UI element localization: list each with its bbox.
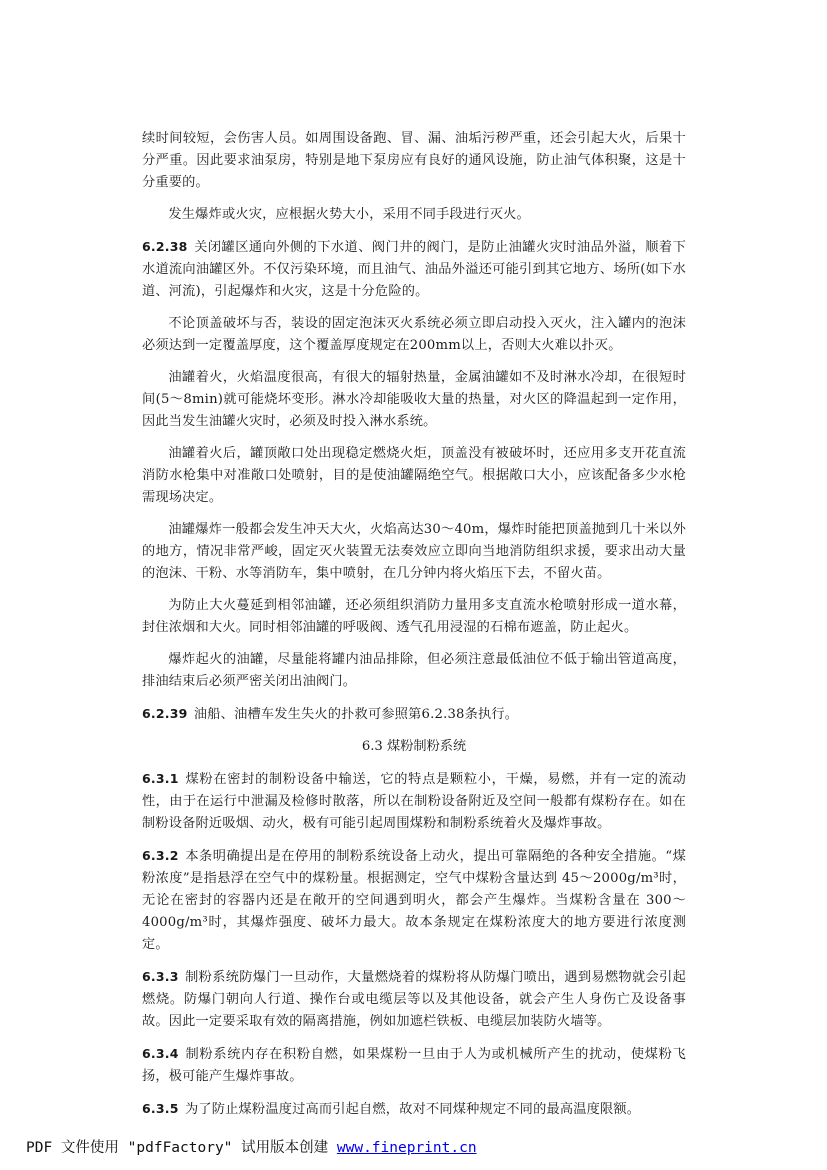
paragraph-text: 发生爆炸或火灾，应根据火势大小，采用不同手段进行灭火。 <box>168 207 530 222</box>
paragraph <box>142 204 686 226</box>
clause-paragraph <box>142 845 686 956</box>
paragraph-text: 油罐着火，火焰温度很高，有很大的辐射热量，金属油罐如不及时淋水冷却，在很短时间(5～8min)就可能烧坏变形。淋水冷却能吸收大量的热量，对火区的降温起到一定作用，因此当发生油罐火灾时，必须及时投入淋水系统。 <box>142 370 686 429</box>
paragraph-text: 油罐爆炸一般都会发生冲天大火，火焰高达30～40m，爆炸时能把顶盖抛到几十米以外的地方，情况非常严峻，固定灭火装置无法奏效应立即向当地消防组织求援，要求出动大量的泡沫、干粉、水等消防车，集中喷射，在几分钟内将火焰压下去，不留火苗。 <box>142 522 686 581</box>
fineprint-link[interactable]: www.fineprint.cn <box>336 1140 477 1156</box>
clause-number: 6.2.38 <box>142 239 188 254</box>
paragraph-text: 不论顶盖破坏与否，装设的固定泡沫灭火系统必须立即启动投入灭火，注入罐内的泡沫必须达到一定覆盖厚度，这个覆盖厚度规定在200mm以上，否则大火难以扑灭。 <box>142 316 686 353</box>
document-page <box>142 128 686 1131</box>
clause-number: 6.3.5 <box>142 1101 179 1116</box>
paragraph <box>142 313 686 357</box>
paragraph-text: 为防止大火蔓延到相邻油罐，还必须组织消防力量用多支直流水枪喷射形成一道水幕，封住浓烟和大火。同时相邻油罐的呼吸阀、透气孔用浸湿的石棉布遮盖，防止起火。 <box>142 598 686 635</box>
clause-number: 6.3.3 <box>142 969 179 984</box>
paragraph <box>142 649 686 693</box>
paragraph <box>142 443 686 509</box>
paragraph-text: 本条明确提出是在停用的制粉系统设备上动火，提出可靠隔绝的各种安全措施。“煤粉浓度”是指悬浮在空气中的煤粉量。根据测定，空气中煤粉含量达到 45～2000g/m³时，无论在密封的容器内还是在敞开的空间遇到明火，都会产生爆炸。当煤粉含量在 300～4000g/m³时，其爆炸强度、破坏力最大。故本条规定在煤粉浓度大的地方要进行浓度测定。 <box>142 849 686 952</box>
clause-number: 6.3.4 <box>142 1046 179 1061</box>
paragraph-text: 煤粉在密封的制粉设备中输送，它的特点是颗粒小，干燥，易燃，并有一定的流动性，由于在运行中泄漏及检修时散落，所以在制粉设备附近及空间一般都有煤粉存在。如在制粉设备附近吸烟、动火，极有可能引起周围煤粉和制粉系统着火及爆炸事故。 <box>142 772 686 831</box>
pdf-footer <box>26 1136 477 1157</box>
paragraph-text: 制粉系统防爆门一旦动作，大量燃烧着的煤粉将从防爆门喷出，遇到易燃物就会引起燃烧。防爆门朝向人行道、操作台或电缆层等以及其他设备，就会产生人身伤亡及设备事故。因此一定要采取有效的隔离措施，例如加遮栏铁板、电缆层加装防火墙等。 <box>142 970 686 1029</box>
paragraph-continuation <box>142 128 686 194</box>
paragraph-text: 爆炸起火的油罐，尽量能将罐内油品排除，但必须注意最低油位不低于输出管道高度，排油结束后必须严密关闭出油阀门。 <box>142 652 686 689</box>
footer-prefix: PDF 文件使用 "pdfFactory" 试用版本创建 <box>26 1140 337 1156</box>
clause-paragraph <box>142 236 686 303</box>
clause-number: 6.3.2 <box>142 848 179 863</box>
clause-paragraph <box>142 966 686 1033</box>
paragraph-text: 油罐着火后，罐顶敞口处出现稳定燃烧火炬，顶盖没有被破坏时，还应用多支开花直流消防水枪集中对准敞口处喷射，目的是使油罐隔绝空气。根据敞口大小，应该配备多少水枪需现场决定。 <box>142 446 686 505</box>
section-title: 6.3 煤粉制粉系统 <box>361 739 467 754</box>
paragraph-text: 油船、油槽车发生失火的扑救可参照第6.2.38条执行。 <box>193 707 519 722</box>
clause-paragraph <box>142 1043 686 1088</box>
paragraph-text: 制粉系统内存在积粉自燃，如果煤粉一旦由于人为或机械所产生的扰动，使煤粉飞扬，极可能产生爆炸事故。 <box>142 1047 686 1084</box>
paragraph <box>142 367 686 433</box>
clause-paragraph <box>142 768 686 835</box>
clause-paragraph <box>142 1098 686 1121</box>
paragraph-text: 续时间较短，会伤害人员。如周围设备跑、冒、漏、油垢污秽严重，还会引起大火，后果十分严重。因此要求油泵房，特别是地下泵房应有良好的通风设施，防止油气体积聚，这是十分重要的。 <box>142 131 686 190</box>
paragraph-text: 关闭罐区通向外侧的下水道、阀门井的阀门，是防止油罐火灾时油品外溢，顺着下水道流向油罐区外。不仅污染环境，而且油气、油品外溢还可能引到其它地方、场所(如下水道、河流)，引起爆炸和火灾，这是十分危险的。 <box>142 240 686 299</box>
clause-number: 6.2.39 <box>142 706 188 721</box>
paragraph-text: 为了防止煤粉温度过高而引起自燃，故对不同煤种规定不同的最高温度限额。 <box>185 1102 641 1117</box>
paragraph <box>142 519 686 585</box>
clause-paragraph <box>142 703 686 726</box>
clause-number: 6.3.1 <box>142 771 179 786</box>
paragraph <box>142 595 686 639</box>
